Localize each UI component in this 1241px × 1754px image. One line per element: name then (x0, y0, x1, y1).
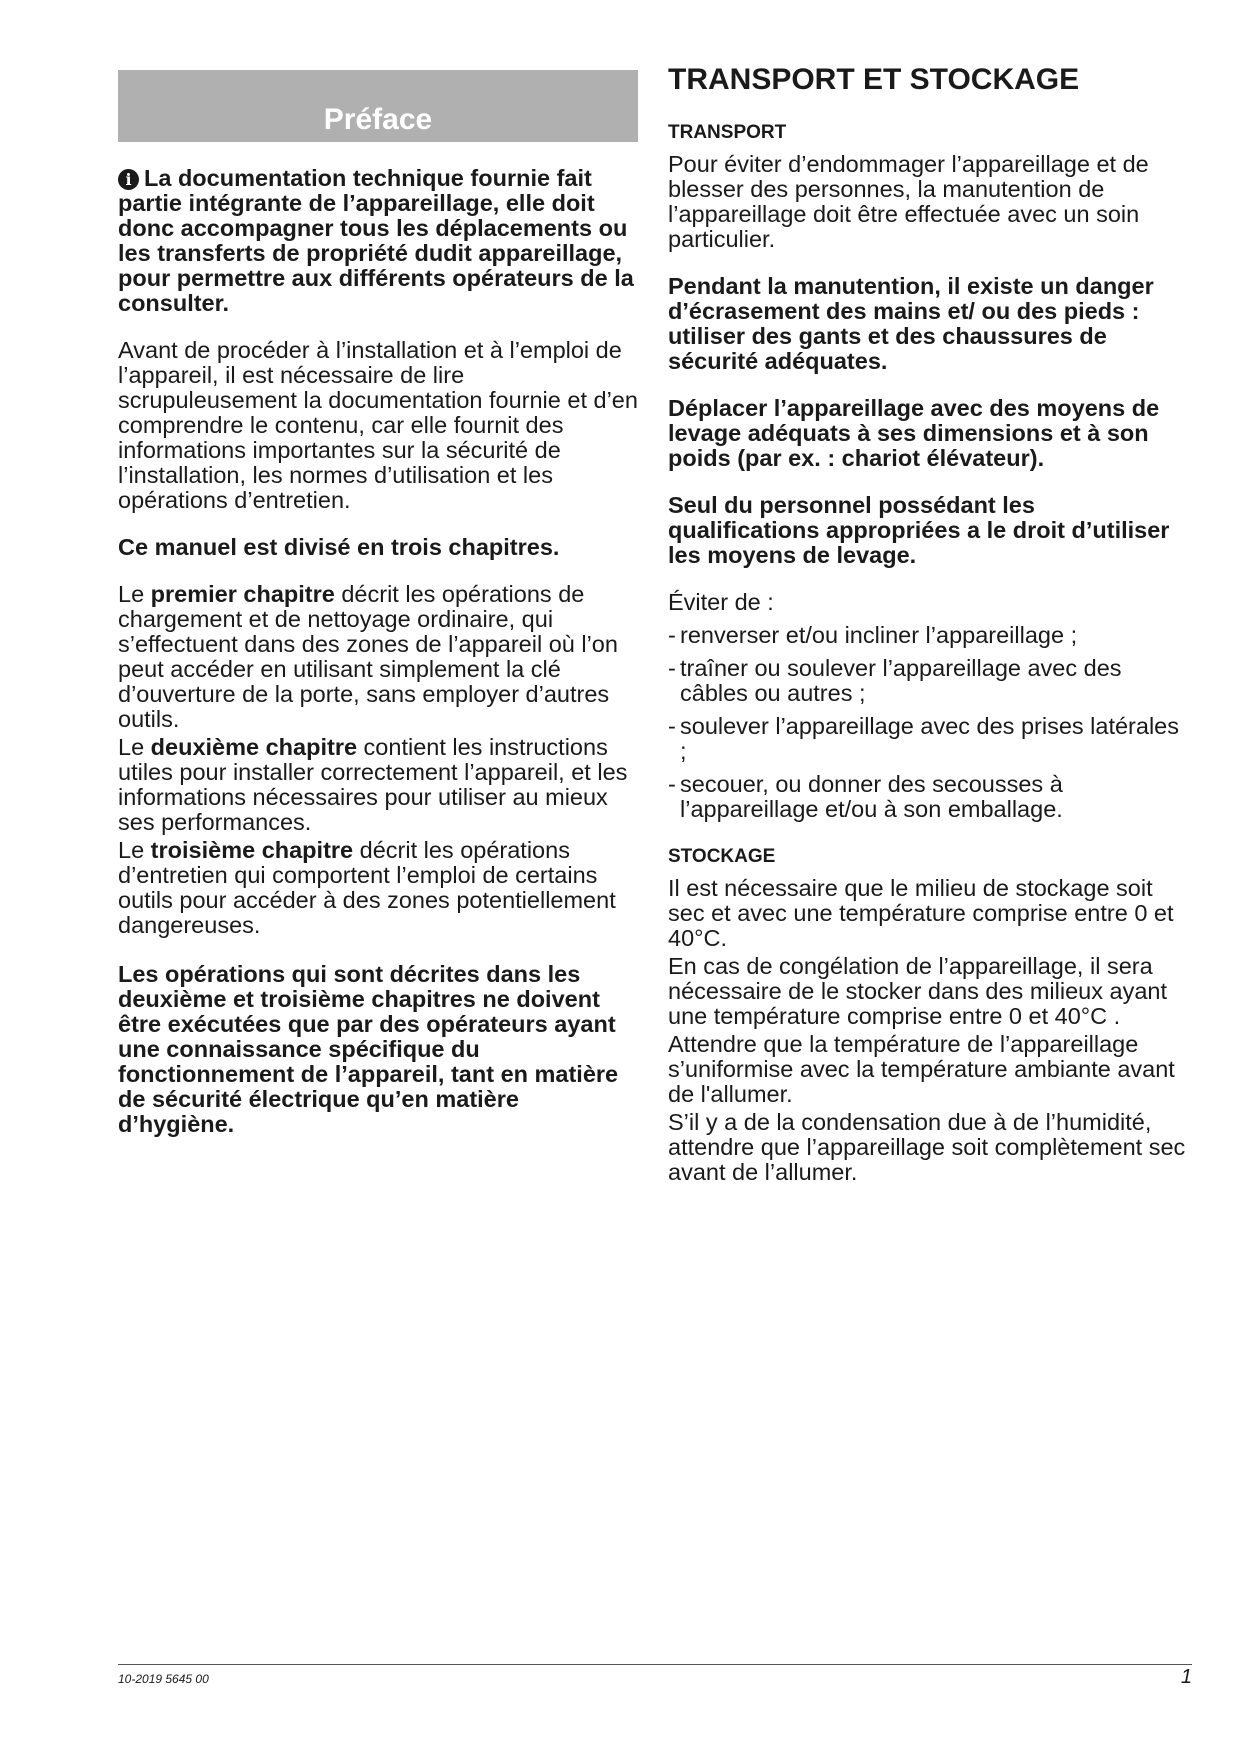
chapter-2-paragraph (118, 735, 638, 835)
chapter-1-text: décrit les opérations de chargement et de nettoyage ordinaire, qui s’effectuent dans des zones de l’appareil où l’on peut accéder en utilisant simplement la clé d’ouverture de la porte, sans employer d’autres outils. (118, 581, 618, 732)
paragraph-installation: Avant de procéder à l’installation et à l’emploi de l’appareil, il est nécessaire de lire scrupuleusement la documentation fournie et d’en comprendre le contenu, car elle fournit des informations importantes sur la sécurité de l’installation, les normes d’utilisation et les opérations d’entretien. (118, 337, 638, 513)
warning-paragraph: Les opérations qui sont décrites dans les deuxième et troisième chapitres ne doivent être exécutées que par des opérateurs ayant une connaissance spécifique du fonctionnement de l’appareil, tant en matière de sécurité électrique qu’en matière d’hygiène. (118, 961, 619, 1137)
list-item: - secouer, ou donner des secousses à l’appareillage et/ou à son emballage. (668, 771, 1063, 822)
chapter-1-label: premier chapitre (150, 581, 335, 607)
chapter-3-pre: Le (118, 837, 151, 863)
list-item: - renverser et/ou incliner l’appareillage ; (668, 622, 1078, 648)
storage-heading: STOCKAGE (668, 846, 776, 867)
right-column (668, 62, 1192, 1185)
chapter-3-paragraph (118, 838, 638, 938)
transport-lifting-note: Déplacer l’appareillage avec des moyens de levage adéquats à ses dimensions et à son poids (par ex. : chariot élévateur). (668, 395, 1160, 471)
intro-text: La documentation technique fournie fait partie intégrante de l’appareillage, elle doit donc accompagner tous les déplacements ou les transferts de propriété dudit appareillage, pour permettre aux différents opérateurs de la consulter. (118, 165, 634, 316)
chapter-1-paragraph (118, 582, 638, 732)
chapter-2-pre: Le (118, 734, 151, 760)
page-title: TRANSPORT ET STOCKAGE (668, 63, 1080, 96)
transport-safety-warning: Pendant la manutention, il existe un danger d’écrasement des mains et/ ou des pieds : utiliser des gants et des chaussures de sécurité adéquates. (668, 273, 1154, 374)
section-title: Préface (323, 103, 433, 136)
chapter-1-pre: Le (118, 581, 151, 607)
storage-paragraph-3: Attendre que la température de l’appareillage s’uniformise avec la température ambiante avant de l'allumer. (668, 1031, 1175, 1107)
left-column (118, 70, 638, 1137)
storage-paragraph-2: En cas de congélation de l’appareillage, il sera nécessaire de le stocker dans des milieux ayant une température comprise entre 0 et 40°C . (668, 953, 1167, 1029)
page-number: 1 (1180, 1666, 1192, 1688)
transport-heading: TRANSPORT (668, 122, 787, 143)
storage-paragraph-4: S’il y a de la condensation due à de l’humidité, attendre que l’appareillage soit complètement sec avant de l’allumer. (668, 1109, 1186, 1185)
storage-paragraph-1: Il est nécessaire que le milieu de stockage soit sec et avec une température comprise entre 0 et 40°C. (668, 875, 1174, 951)
transport-paragraph: Pour éviter d’endommager l’appareillage et de blesser des personnes, la manutention de l’appareillage doit être effectuée avec un soin particulier. (668, 151, 1149, 252)
footer-divider (118, 1664, 1192, 1665)
chapter-2-label: deuxième chapitre (150, 734, 358, 760)
document-reference: 10-2019 5645 00 (118, 1672, 209, 1686)
chapter-3-text: décrit les opérations d’entretien qui comportent l’emploi de certains outils pour accéder à des zones potentiellement dangereuses. (118, 837, 616, 938)
preface-header-bar (118, 70, 638, 142)
intro-paragraph (118, 166, 638, 316)
avoid-list (668, 623, 1192, 822)
chapter-3-label: troisième chapitre (150, 837, 354, 863)
info-icon: i (118, 169, 139, 190)
list-item: - soulever l’appareillage avec des prises latérales ; (668, 713, 1179, 764)
avoid-label: Éviter de : (668, 589, 774, 615)
transport-personnel-note: Seul du personnel possédant les qualifications appropriées a le droit d’utiliser les moyens de levage. (668, 492, 1170, 568)
chapters-heading: Ce manuel est divisé en trois chapitres. (118, 534, 560, 560)
list-item: - traîner ou soulever l’appareillage avec des câbles ou autres ; (668, 655, 1122, 706)
chapter-2-text: contient les instructions utiles pour installer correctement l’appareil, et les informations nécessaires pour utiliser au mieux ses performances. (118, 734, 628, 835)
